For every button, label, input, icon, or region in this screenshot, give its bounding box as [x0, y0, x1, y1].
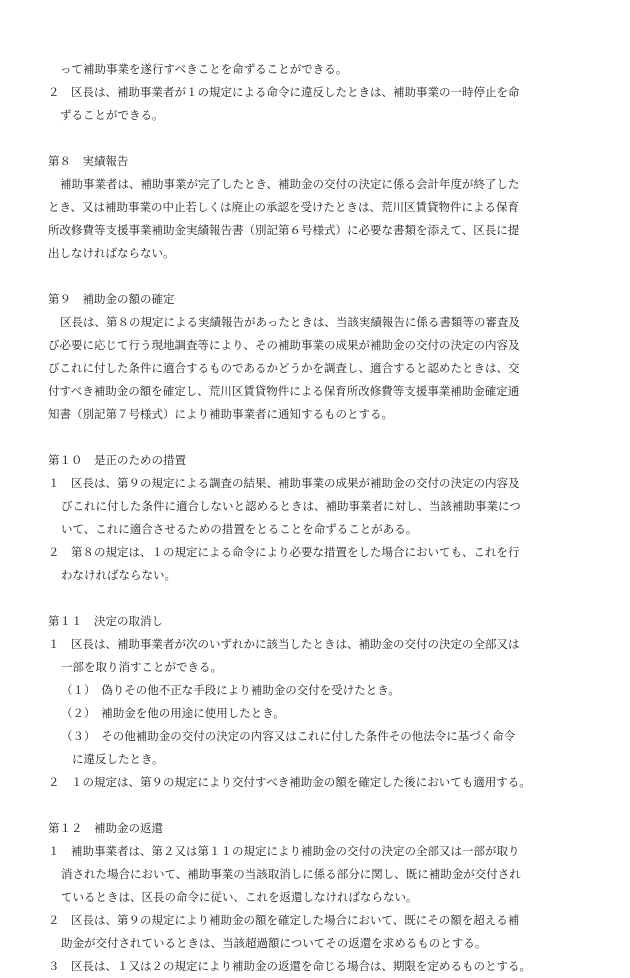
- text-line: 区長は、第８の規定による実績報告があったときは、当該実績報告に係る書類等の審査及: [60, 315, 520, 329]
- text-line: （２） 補助金を他の用途に使用したとき。: [61, 706, 285, 720]
- text-line: ２ １の規定は、第９の規定により交付すべき補助金の額を確定した後においても適用する。: [48, 775, 531, 789]
- text-line: （３） その他補助金の交付の決定の内容又はこれに付した条件その他法令に基づく命令: [61, 729, 516, 743]
- section-heading: 第８ 実績報告: [48, 154, 129, 168]
- text-line: びこれに付した条件に適合しないと認めるときは、補助事業者に対し、当該補助事業につ: [61, 499, 521, 513]
- paragraph-gap: [48, 426, 582, 449]
- text-line: 出しなければならない。: [48, 246, 175, 260]
- text-line: 所改修費等支援事業補助金実績報告書（別記第６号様式）に必要な書類を添えて、区長に提: [48, 223, 520, 237]
- text-line: １ 補助事業者は、第２又は第１１の規定により補助金の交付の決定の全部又は一部が取り: [48, 844, 520, 858]
- text-line: びこれに付した条件に適合するものであるかどうかを調査し、適合すると認めたときは、交: [48, 361, 520, 375]
- text-line: って補助事業を遂行すべきことを命ずることができる。: [60, 62, 348, 76]
- text-line: に違反したとき。: [72, 752, 164, 766]
- text-line: （１） 偽りその他不正な手段により補助金の交付を受けたとき。: [61, 683, 400, 697]
- section-heading: 第１１ 決定の取消し: [48, 614, 163, 628]
- text-line: び必要に応じて行う現地調査等により、その補助事業の成果が補助金の交付の決定の内容及: [48, 338, 520, 352]
- paragraph-gap: [48, 587, 582, 610]
- text-line: ３ 区長は、１又は２の規定により補助金の返還を命じる場合は、期限を定めるものとする。: [48, 959, 531, 973]
- section-heading: 第１２ 補助金の返還: [48, 821, 163, 835]
- text-line: いて、これに適合させるための措置をとることを命ずることがある。: [61, 522, 418, 536]
- text-line: ２ 第８の規定は、１の規定による命令により必要な措置をした場合においても、これを行: [48, 545, 520, 559]
- paragraph-gap: [48, 127, 582, 150]
- text-line: 消された場合において、補助事業の当該取消しに係る部分に関し、既に補助金が交付され: [61, 867, 521, 881]
- text-line: 助金が交付されているときは、当該超過額についてその返還を求めるものとする。: [61, 936, 487, 950]
- text-line: 一部を取り消すことができる。: [61, 660, 222, 674]
- text-line: 補助事業者は、補助事業が完了したとき、補助金の交付の決定に係る会計年度が終了した: [60, 177, 520, 191]
- text-line: １ 区長は、補助事業者が次のいずれかに該当したときは、補助金の交付の決定の全部又は: [48, 637, 520, 651]
- text-line: 付すべき補助金の額を確定し、荒川区賃貸物件による保育所改修費等支援事業補助金確定通: [48, 384, 520, 398]
- text-line: １ 区長は、第９の規定による調査の結果、補助事業の成果が補助金の交付の決定の内容及: [48, 476, 520, 490]
- text-line: ているときは、区長の命令に従い、これを返還しなければならない。: [61, 890, 418, 904]
- text-line: 知書（別記第７号様式）により補助事業者に通知するものとする。: [48, 407, 393, 421]
- text-line: わなければならない。: [61, 568, 176, 582]
- text-line: とき、又は補助事業の中止若しくは廃止の承認を受けたときは、荒川区賃貸物件による保育: [48, 200, 520, 214]
- section-heading: 第９ 補助金の額の確定: [48, 292, 175, 306]
- text-line: ２ 区長は、補助事業者が１の規定による命令に違反したときは、補助事業の一時停止を命: [48, 85, 520, 99]
- paragraph-gap: [48, 265, 582, 288]
- text-line: ずることができる。: [60, 108, 164, 122]
- paragraph-gap: [48, 794, 582, 817]
- document-page: [48, 58, 582, 978]
- text-line: ２ 区長は、第９の規定により補助金の額を確定した場合において、既にその額を超える補: [48, 913, 520, 927]
- section-heading: 第１０ 是正のための措置: [48, 453, 186, 467]
